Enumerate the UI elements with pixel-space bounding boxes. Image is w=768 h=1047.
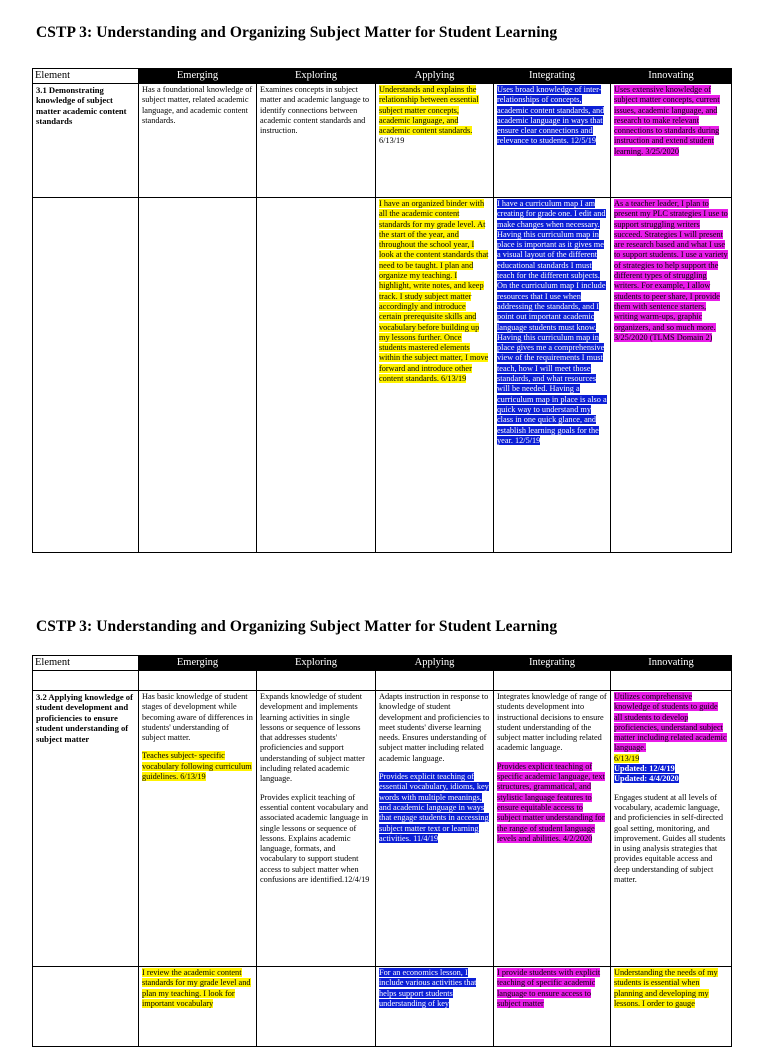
exploring-cell bbox=[257, 967, 376, 1047]
highlighted-text: Uses broad knowledge of inter-relationships of concepts, academic content standards, and academic language in ways that ensure clear connections and relevance to students. 12/5/19 bbox=[497, 85, 605, 146]
innovating-cell bbox=[611, 691, 732, 967]
emerging-cell bbox=[139, 198, 257, 553]
element-header: Element bbox=[33, 69, 139, 84]
paragraph: Provides explicit teaching of essential content vocabulary and associated academic language in single lessons or sequence of lessons. Explains academic language, formats, and vocabulary to support student access to subject matter when confusions are identified.12/4/19 bbox=[260, 792, 370, 885]
innovating-cell bbox=[611, 198, 732, 553]
highlighted-text: Understands and explains the relationship between essential subject matter concepts, academic language, and academic content standards. bbox=[379, 85, 479, 136]
element-header: Element bbox=[33, 656, 139, 671]
highlighted-text: I review the academic content standards for my grade level and plan my teaching. I look for important vocabulary bbox=[142, 968, 251, 1008]
emerging-cell bbox=[139, 967, 257, 1047]
table-row bbox=[33, 84, 732, 198]
integrating-cell bbox=[494, 691, 611, 967]
innovating-header: Innovating bbox=[611, 69, 732, 84]
empty-cell bbox=[139, 671, 257, 691]
highlighted-text: Provides explicit teaching of essential vocabulary, idioms, key words with multiple meanings, and academic language in ways that engage students in accessing subject matter text or learning activities. 11/4/19 bbox=[379, 772, 489, 843]
exploring-cell bbox=[257, 198, 376, 553]
rubric-table bbox=[32, 68, 732, 553]
page-title: CSTP 3: Understanding and Organizing Subject Matter for Student Learning bbox=[36, 618, 558, 635]
empty-cell bbox=[257, 671, 376, 691]
highlighted-text: I provide students with explicit teaching of specific academic language to ensure access to subject matter bbox=[497, 968, 601, 1008]
element-cell: 3.2 Applying knowledge of student development and proficiencies to ensure student understanding of subject matter bbox=[33, 691, 139, 967]
integrating-cell bbox=[494, 84, 611, 198]
paragraph bbox=[142, 751, 253, 782]
emerging-cell bbox=[139, 691, 257, 967]
highlighted-text: Understanding the needs of my students is essential when planning and developing my lessons. I order to gauge bbox=[614, 968, 718, 1008]
spacer-row bbox=[33, 671, 732, 691]
empty-cell bbox=[494, 671, 611, 691]
applying-header: Applying bbox=[376, 69, 494, 84]
date-text: Updated: 12/4/19 bbox=[614, 764, 675, 774]
highlighted-text: I have an organized binder with all the academic content standards for my grade level. At the start of the year, and throughout the school year, I look at the content standards that need to be taught. I plan and organize my teaching. I highlight, write notes, and keep track. I study subject matter accordingly and introduce certain prerequisite skills and vocabulary before building up my lessons further. Once students mastered elements within the subject matter, I move forward and introduce other content standards. 6/13/19 bbox=[379, 199, 489, 384]
empty-cell bbox=[33, 671, 139, 691]
innovating-header: Innovating bbox=[611, 656, 732, 671]
page-title: CSTP 3: Understanding and Organizing Subject Matter for Student Learning bbox=[36, 24, 558, 41]
highlighted-text: Teaches subject- specific vocabulary following curriculum guidelines. 6/13/19 bbox=[142, 751, 252, 782]
empty-cell bbox=[611, 671, 732, 691]
exploring-header: Exploring bbox=[257, 69, 376, 84]
exploring-cell bbox=[257, 691, 376, 967]
emerging-header: Emerging bbox=[139, 656, 257, 671]
empty-cell bbox=[376, 671, 494, 691]
applying-cell bbox=[376, 691, 494, 967]
applying-cell bbox=[376, 198, 494, 553]
paragraph: Expands knowledge of student development and implements learning activities in single lessons or sequence of lessons that addresses students' proficiencies and support understanding of subject matter including related academic language. bbox=[260, 692, 365, 784]
exploring-header: Exploring bbox=[257, 656, 376, 671]
table-row bbox=[33, 198, 732, 553]
highlighted-text: Uses extensive knowledge of subject matter concepts, current issues, academic language, and research to make relevant connections to standards during instruction and extend student learning. 3/25/2020 bbox=[614, 85, 720, 156]
innovating-cell bbox=[611, 967, 732, 1047]
highlighted-text: Provides explicit teaching of specific academic language, text structures, grammatical, and stylistic language features to ensure equitable access to subject matter understanding for the range of student language levels and abilities. 4/2/2020 bbox=[497, 761, 605, 843]
paragraph bbox=[379, 772, 490, 844]
applying-cell bbox=[376, 967, 494, 1047]
element-cell: 3.1 Demonstrating knowledge of subject matter academic content standards bbox=[33, 84, 139, 198]
paragraph bbox=[497, 762, 607, 844]
date-text: 6/13/19 bbox=[379, 136, 405, 146]
highlighted-text: As a teacher leader, I plan to present my PLC strategies I use to support struggling writers succeed. Strategies I will present are research based and what I use to support students. I use a variety of strategies to help support the different types of struggling writers. For example, I allow students to peer share, I provide them with sentence starters, writing warm-ups, graphic organizers, and so much more. 3/25/2020 (TLMS Domain 2) bbox=[614, 199, 728, 342]
date-text: 6/13/19 bbox=[614, 753, 640, 763]
header-row bbox=[33, 656, 732, 671]
paragraph: Integrates knowledge of range of students development into instructional decisions to ensure student understanding of the subject matter including related academic language. bbox=[497, 692, 607, 753]
paragraph: Adapts instruction in response to knowledge of student development and proficiencies to meet students' diverse learning needs. Ensures understanding of subject matter including related academic language. bbox=[379, 692, 490, 763]
highlighted-text: I have a curriculum map I am creating for grade one. I edit and make changes when necessary. Having this curriculum map in place is important as it gives me a visual layout of the different educational standards I must teach for the different subjects. On the curriculum map I include resources that I use when addressing the standards, and I point out important academic language students must know. Having this curriculum map in place gives me a comprehensive view of the requirements I must teach, how I will meet those standards, and what resources will be needed. Having a curriculum map in place is also a quick way to understand my class in one quick glance, and establish learning goals for the year. 12/5/19 bbox=[497, 199, 607, 445]
element-cell bbox=[33, 967, 139, 1047]
table-row bbox=[33, 691, 732, 967]
highlighted-text: For an economics lesson, I include various activities that helps support students understanding of key bbox=[379, 968, 477, 1008]
paragraph bbox=[614, 692, 728, 785]
innovating-cell bbox=[611, 84, 732, 198]
date-text: Updated: 4/4/2020 bbox=[614, 774, 679, 784]
paragraph: Engages student at all levels of vocabulary, academic language, and proficiencies in self-directed goal setting, monitoring, and improvement. Guides all students in using analysis strategies that provides equitable access and deep understanding of subject matter. bbox=[614, 792, 726, 885]
emerging-header: Emerging bbox=[139, 69, 257, 84]
table-row bbox=[33, 967, 732, 1047]
header-row bbox=[33, 69, 732, 84]
applying-cell bbox=[376, 84, 494, 198]
integrating-header: Integrating bbox=[494, 69, 611, 84]
rubric-table bbox=[32, 655, 732, 1047]
exploring-cell: Examines concepts in subject matter and academic language to identify connections between academic content standards and instruction. bbox=[257, 84, 376, 198]
emerging-cell: Has a foundational knowledge of subject matter, related academic language, and academic content standards. bbox=[139, 84, 257, 198]
integrating-header: Integrating bbox=[494, 656, 611, 671]
integrating-cell bbox=[494, 967, 611, 1047]
integrating-cell bbox=[494, 198, 611, 553]
highlighted-text: Utilizes comprehensive knowledge of students to guide all students to develop proficiencies, understand subject matter including related academic language. bbox=[614, 692, 727, 753]
paragraph: Has basic knowledge of student stages of development while becoming aware of differences in students' understanding of subject matter. bbox=[142, 692, 253, 743]
applying-header: Applying bbox=[376, 656, 494, 671]
element-cell bbox=[33, 198, 139, 553]
